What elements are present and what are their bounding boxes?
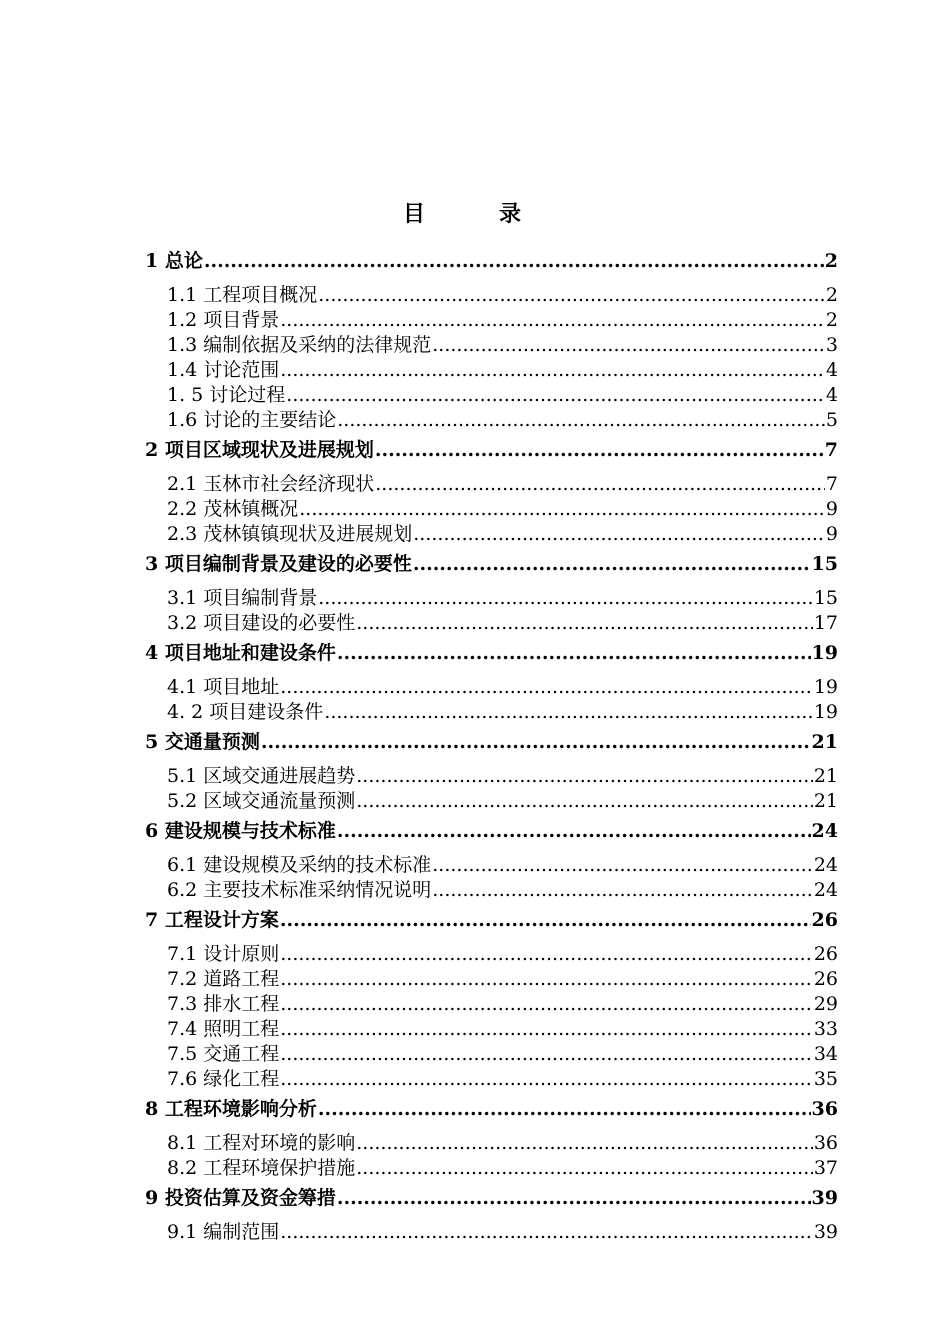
- toc-section-label: 1.3 编制依据及采纳的法律规范: [167, 334, 432, 356]
- toc-chapter-group: [145, 908, 838, 1092]
- toc-section-page: 24: [813, 879, 838, 901]
- toc-section-entry[interactable]: [145, 764, 838, 789]
- toc-chapter-page: 15: [811, 553, 838, 575]
- toc-leader-dots: [337, 819, 811, 844]
- toc-section-entry[interactable]: [145, 878, 838, 903]
- toc-leader-dots: [324, 700, 813, 725]
- toc-section-page: 19: [813, 701, 838, 723]
- toc-section-label: 3.1 项目编制背景: [167, 587, 318, 609]
- toc-section-label: 1. 5 讨论过程: [167, 384, 286, 406]
- toc-chapter-group: [145, 641, 838, 725]
- toc-section-label: 1.2 项目背景: [167, 309, 280, 331]
- toc-section-page: 3: [825, 334, 838, 356]
- toc-leader-dots: [337, 408, 825, 433]
- toc-section-entry[interactable]: [145, 675, 838, 700]
- toc-section-page: 36: [813, 1132, 838, 1154]
- toc-leader-dots: [337, 641, 811, 666]
- toc-leader-dots: [280, 967, 813, 992]
- toc-chapter-entry[interactable]: [145, 438, 838, 463]
- toc-section-entry[interactable]: [145, 942, 838, 967]
- toc-chapter-group: [145, 730, 838, 814]
- toc-leader-dots: [356, 789, 813, 814]
- toc-leader-dots: [318, 586, 813, 611]
- toc-section-page: 24: [813, 854, 838, 876]
- toc-leader-dots: [356, 1131, 813, 1156]
- toc-section-entry[interactable]: [145, 308, 838, 333]
- toc-section-label: 6.1 建设规模及采纳的技术标准: [167, 854, 432, 876]
- toc-leader-dots: [204, 249, 824, 274]
- toc-leader-dots: [280, 908, 811, 933]
- toc-section-entry[interactable]: [145, 358, 838, 383]
- toc-chapter-label: 8 工程环境影响分析: [145, 1098, 317, 1120]
- toc-section-label: 8.1 工程对环境的影响: [167, 1132, 356, 1154]
- toc-chapter-group: [145, 438, 838, 547]
- toc-chapter-page: 39: [811, 1187, 838, 1209]
- toc-section-page: 26: [813, 943, 838, 965]
- toc-section-entry[interactable]: [145, 1067, 838, 1092]
- toc-section-label: 4. 2 项目建设条件: [167, 701, 324, 723]
- toc-section-label: 7.2 道路工程: [167, 968, 280, 990]
- toc-section-label: 5.2 区域交通流量预测: [167, 790, 356, 812]
- toc-section-page: 15: [813, 587, 838, 609]
- table-of-contents: [145, 246, 838, 1245]
- toc-leader-dots: [375, 472, 825, 497]
- toc-chapter-entry[interactable]: [145, 730, 838, 755]
- toc-chapter-group: [145, 249, 838, 433]
- toc-chapter-page: 7: [824, 439, 838, 461]
- toc-section-label: 1.6 讨论的主要结论: [167, 409, 337, 431]
- toc-section-entry[interactable]: [145, 383, 838, 408]
- toc-chapter-entry[interactable]: [145, 641, 838, 666]
- toc-section-entry[interactable]: [145, 1017, 838, 1042]
- toc-leader-dots: [413, 522, 825, 547]
- toc-section-label: 1.4 讨论范围: [167, 359, 280, 381]
- toc-section-page: 4: [825, 384, 838, 406]
- toc-leader-dots: [318, 1097, 811, 1122]
- toc-section-entry[interactable]: [145, 1156, 838, 1181]
- toc-section-page: 2: [825, 284, 838, 306]
- toc-section-label: 9.1 编制范围: [167, 1221, 280, 1243]
- toc-chapter-entry[interactable]: [145, 819, 838, 844]
- toc-chapter-page: 26: [811, 909, 838, 931]
- toc-chapter-page: 2: [824, 250, 838, 272]
- toc-section-page: 26: [813, 968, 838, 990]
- toc-section-page: 21: [813, 790, 838, 812]
- toc-section-page: 33: [813, 1018, 838, 1040]
- toc-leader-dots: [280, 1220, 813, 1245]
- toc-title: 目 录: [402, 201, 547, 227]
- toc-leader-dots: [299, 497, 825, 522]
- toc-section-label: 7.3 排水工程: [167, 993, 280, 1015]
- toc-chapter-page: 21: [811, 731, 838, 753]
- toc-section-entry[interactable]: [145, 611, 838, 636]
- toc-leader-dots: [280, 1067, 813, 1092]
- toc-section-label: 1.1 工程项目概况: [167, 284, 318, 306]
- toc-section-entry[interactable]: [145, 522, 838, 547]
- toc-leader-dots: [432, 878, 813, 903]
- toc-section-page: 4: [825, 359, 838, 381]
- toc-chapter-entry[interactable]: [145, 1186, 838, 1211]
- toc-section-entry[interactable]: [145, 1042, 838, 1067]
- toc-section-label: 2.3 茂林镇镇现状及进展规划: [167, 523, 413, 545]
- toc-leader-dots: [432, 333, 825, 358]
- toc-leader-dots: [337, 1186, 811, 1211]
- toc-section-label: 2.1 玉林市社会经济现状: [167, 473, 375, 495]
- toc-section-page: 17: [813, 612, 838, 634]
- toc-leader-dots: [375, 438, 824, 463]
- toc-section-label: 3.2 项目建设的必要性: [167, 612, 356, 634]
- toc-chapter-label: 5 交通量预测: [145, 731, 260, 753]
- toc-chapter-group: [145, 1097, 838, 1181]
- toc-section-page: 37: [813, 1157, 838, 1179]
- toc-section-entry[interactable]: [145, 283, 838, 308]
- toc-section-page: 35: [813, 1068, 838, 1090]
- toc-chapter-entry[interactable]: [145, 249, 838, 274]
- toc-leader-dots: [356, 1156, 813, 1181]
- toc-leader-dots: [286, 383, 825, 408]
- toc-chapter-entry[interactable]: [145, 908, 838, 933]
- toc-section-page: 21: [813, 765, 838, 787]
- toc-chapter-label: 4 项目地址和建设条件: [145, 642, 336, 664]
- toc-section-entry[interactable]: [145, 408, 838, 433]
- toc-section-label: 4.1 项目地址: [167, 676, 280, 698]
- toc-chapter-label: 9 投资估算及资金筹措: [145, 1187, 336, 1209]
- toc-leader-dots: [280, 1017, 813, 1042]
- toc-section-page: 2: [825, 309, 838, 331]
- toc-section-label: 5.1 区域交通进展趋势: [167, 765, 356, 787]
- toc-section-entry[interactable]: [145, 497, 838, 522]
- toc-leader-dots: [280, 358, 825, 383]
- toc-chapter-label: 3 项目编制背景及建设的必要性: [145, 553, 412, 575]
- toc-chapter-label: 1 总论: [145, 250, 203, 272]
- toc-section-label: 7.5 交通工程: [167, 1043, 280, 1065]
- toc-section-label: 8.2 工程环境保护措施: [167, 1157, 356, 1179]
- toc-chapter-page: 19: [811, 642, 838, 664]
- toc-section-entry[interactable]: [145, 789, 838, 814]
- toc-section-page: 34: [813, 1043, 838, 1065]
- toc-section-entry[interactable]: [145, 853, 838, 878]
- toc-section-label: 7.4 照明工程: [167, 1018, 280, 1040]
- toc-section-label: 7.1 设计原则: [167, 943, 280, 965]
- toc-leader-dots: [356, 611, 813, 636]
- toc-chapter-group: [145, 819, 838, 903]
- toc-leader-dots: [280, 308, 825, 333]
- toc-leader-dots: [356, 764, 813, 789]
- toc-chapter-group: [145, 1186, 838, 1245]
- toc-section-page: 9: [825, 498, 838, 520]
- toc-chapter-page: 36: [811, 1098, 838, 1120]
- toc-section-page: 19: [813, 676, 838, 698]
- toc-chapter-page: 24: [811, 820, 838, 842]
- toc-leader-dots: [318, 283, 825, 308]
- toc-section-entry[interactable]: [145, 1220, 838, 1245]
- toc-leader-dots: [280, 675, 813, 700]
- toc-section-entry[interactable]: [145, 472, 838, 497]
- toc-chapter-group: [145, 552, 838, 636]
- toc-leader-dots: [432, 853, 813, 878]
- toc-leader-dots: [261, 730, 811, 755]
- toc-section-page: 5: [825, 409, 838, 431]
- toc-section-entry[interactable]: [145, 967, 838, 992]
- toc-section-page: 9: [825, 523, 838, 545]
- toc-chapter-entry[interactable]: [145, 1097, 838, 1122]
- toc-chapter-label: 6 建设规模与技术标准: [145, 820, 336, 842]
- toc-section-entry[interactable]: [145, 586, 838, 611]
- toc-section-entry[interactable]: [145, 333, 838, 358]
- toc-section-page: 7: [825, 473, 838, 495]
- toc-section-label: 2.2 茂林镇概况: [167, 498, 299, 520]
- toc-section-label: 7.6 绿化工程: [167, 1068, 280, 1090]
- toc-section-label: 6.2 主要技术标准采纳情况说明: [167, 879, 432, 901]
- toc-chapter-entry[interactable]: [145, 552, 838, 577]
- toc-chapter-label: 2 项目区域现状及进展规划: [145, 439, 374, 461]
- toc-chapter-label: 7 工程设计方案: [145, 909, 279, 931]
- toc-section-page: 39: [813, 1221, 838, 1243]
- toc-section-entry[interactable]: [145, 1131, 838, 1156]
- toc-leader-dots: [280, 942, 813, 967]
- toc-leader-dots: [280, 992, 813, 1017]
- toc-section-entry[interactable]: [145, 992, 838, 1017]
- toc-leader-dots: [280, 1042, 813, 1067]
- toc-leader-dots: [413, 552, 811, 577]
- toc-section-page: 29: [813, 993, 838, 1015]
- toc-section-entry[interactable]: [145, 700, 838, 725]
